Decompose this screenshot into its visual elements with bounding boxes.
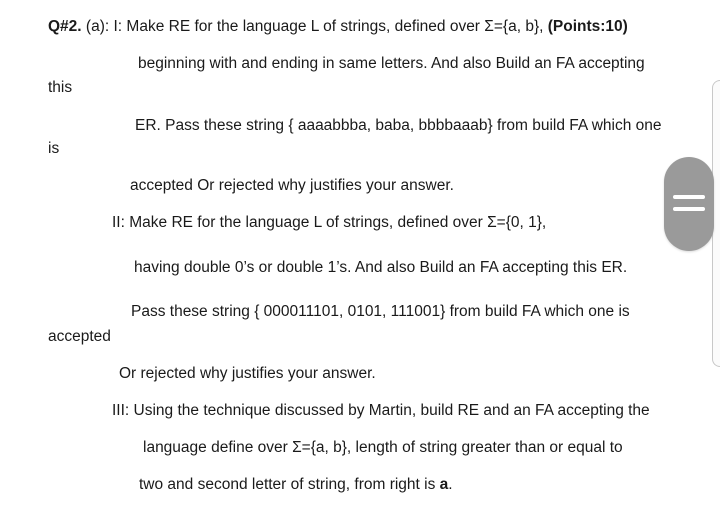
part1-line2: beginning with and ending in same letters. And also Build an FA accepting — [138, 55, 645, 72]
part1-line2-wrap: this — [48, 79, 73, 96]
part3-line3-row — [139, 475, 453, 495]
part3-line3-end: . — [448, 476, 453, 493]
part2-line1-row — [112, 213, 546, 233]
part3-bold-letter: a — [439, 476, 449, 493]
part2-line2: having double 0’s or double 1’s. And also Build an FA accepting this ER. — [134, 259, 628, 276]
question-header-line — [48, 17, 628, 37]
question-part-label: (a): — [85, 18, 110, 35]
part1-roman: I: — [113, 18, 123, 35]
part3-line2: language define over Σ={a, b}, length of string greater than or equal to — [143, 439, 623, 456]
scroll-handle[interactable] — [664, 157, 714, 251]
part1-line4: accepted Or rejected why justifies your answer. — [130, 177, 454, 194]
part2-line3-wrap: accepted — [48, 328, 111, 345]
part2-line3: Pass these string { 000011101, 0101, 111001} from build FA which one is — [131, 303, 630, 320]
handle-grip-icon — [673, 195, 705, 199]
part2-roman: II: — [112, 214, 125, 231]
part1-line1: Make RE for the language L of strings, defined over Σ={a, b}, — [126, 18, 544, 35]
handle-grip-icon-lower — [673, 207, 705, 211]
part3-line1-row — [112, 401, 650, 421]
part2-line4: Or rejected why justifies your answer. — [119, 365, 376, 382]
part3-roman: III: — [112, 402, 130, 419]
part1-line3: ER. Pass these string { aaaabbba, baba, bbbbaaab} from build FA which one — [135, 117, 662, 134]
part2-line1: Make RE for the language L of strings, defined over Σ={0, 1}, — [129, 214, 547, 231]
question-number: Q#2. — [48, 18, 82, 35]
part3-line1: Using the technique discussed by Martin, build RE and an FA accepting the — [133, 402, 650, 419]
part1-line3-wrap: is — [48, 140, 60, 157]
part3-line3: two and second letter of string, from right is — [139, 476, 436, 493]
points-label: (Points:10) — [547, 18, 628, 35]
